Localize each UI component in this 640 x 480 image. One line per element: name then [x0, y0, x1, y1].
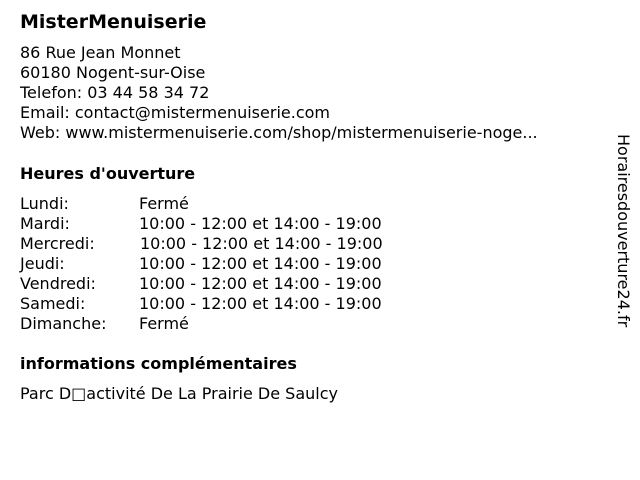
day-label: Jeudi:	[20, 254, 65, 273]
day-label: Vendredi:	[20, 274, 96, 293]
address-block	[20, 43, 538, 143]
day-hours: 10:00 - 12:00 et 14:00 - 19:00	[139, 254, 382, 273]
website-url: Web: www.mistermenuiserie.com/shop/mistermenuiserie-noge...	[20, 123, 538, 142]
hours-heading: Heures d'ouverture	[20, 164, 196, 183]
email-address: Email: contact@mistermenuiserie.com	[20, 103, 330, 122]
city-postal: 60180 Nogent-sur-Oise	[20, 63, 206, 82]
day-label: Samedi:	[20, 294, 86, 313]
day-label: Mercredi:	[20, 234, 95, 253]
day-label: Mardi:	[20, 214, 70, 233]
day-hours: 10:00 - 12:00 et 14:00 - 19:00	[139, 294, 382, 313]
additional-info-text: Parc D□activité De La Prairie De Saulcy	[20, 384, 338, 403]
day-label: Dimanche:	[20, 314, 107, 333]
side-watermark-brand: Horairesdouverture24.fr	[614, 134, 633, 328]
day-hours: Fermé	[139, 314, 189, 333]
day-hours: 10:00 - 12:00 et 14:00 - 19:00	[140, 234, 383, 253]
additional-info-heading: informations complémentaires	[20, 354, 297, 373]
day-label: Lundi:	[20, 194, 69, 213]
business-name: MisterMenuiserie	[20, 11, 207, 33]
street-address: 86 Rue Jean Monnet	[20, 43, 181, 62]
day-hours: 10:00 - 12:00 et 14:00 - 19:00	[139, 274, 382, 293]
day-hours: Fermé	[139, 194, 189, 213]
phone-number: Telefon: 03 44 58 34 72	[20, 83, 210, 102]
day-hours: 10:00 - 12:00 et 14:00 - 19:00	[139, 214, 382, 233]
